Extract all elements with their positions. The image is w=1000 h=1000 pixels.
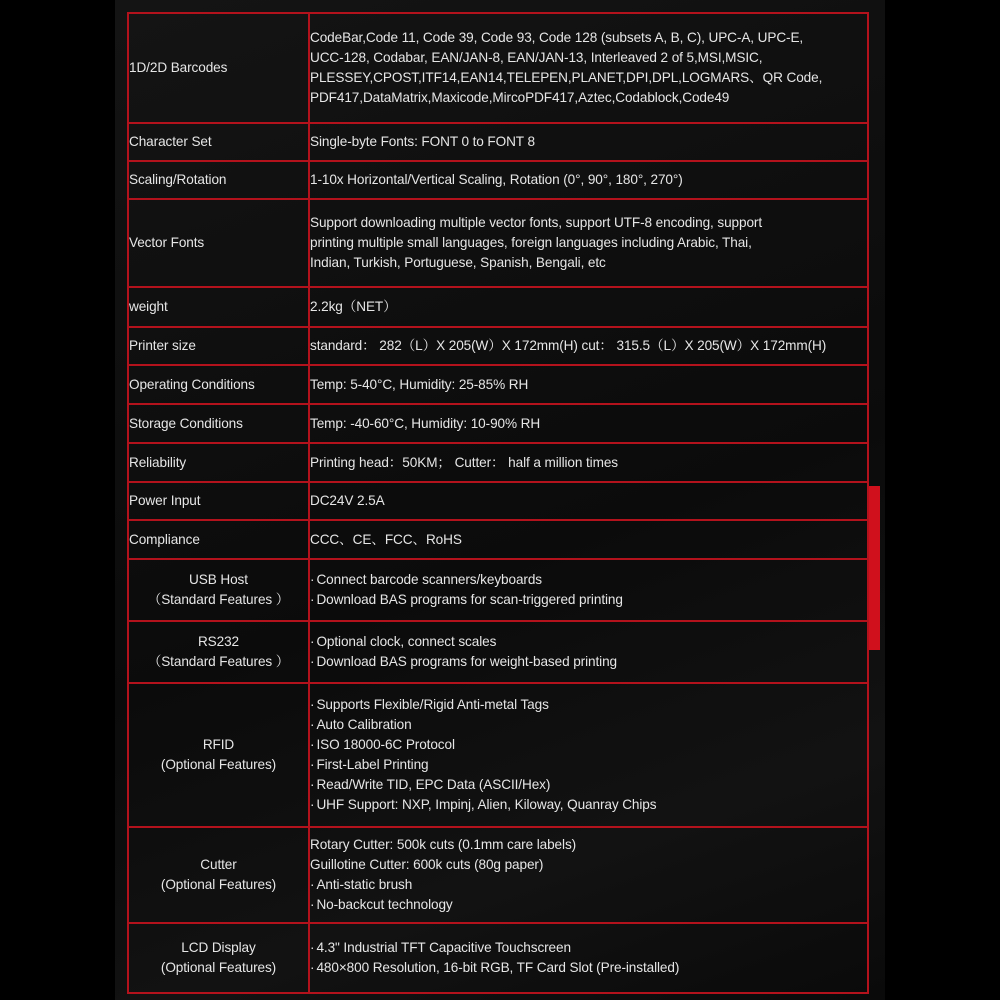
- spec-label-line: （Standard Features ）: [147, 592, 290, 607]
- spec-value-line: PLESSEY,CPOST,ITF14,EAN14,TELEPEN,PLANET,DPI,DPL,LOGMARS、QR Code,: [310, 70, 823, 85]
- spec-bullet-item: · 4.3" Industrial TFT Capacitive Touchscreen: [310, 938, 867, 958]
- spec-value: [309, 827, 868, 923]
- spec-value: [309, 923, 868, 993]
- spec-label: [128, 123, 309, 161]
- spec-label-line: Storage Conditions: [129, 415, 243, 431]
- spec-row: [128, 923, 868, 993]
- spec-bullet-item: · First-Label Printing: [310, 755, 867, 775]
- spec-value-line: DC24V 2.5A: [310, 493, 385, 508]
- spec-value-line: UCC-128, Codabar, EAN/JAN-8, EAN/JAN-13, Interleaved 2 of 5,MSI,MSIC,: [310, 50, 763, 65]
- spec-label: [128, 827, 309, 923]
- spec-label-line: Scaling/Rotation: [129, 172, 227, 187]
- spec-bullet-item: · Auto Calibration: [310, 715, 867, 735]
- spec-label: [128, 287, 309, 327]
- spec-bullet-item: · Download BAS programs for weight-based printing: [310, 652, 867, 672]
- spec-label: [128, 365, 309, 404]
- red-accent-bar: [868, 486, 880, 650]
- spec-row: [128, 443, 868, 482]
- spec-value: [309, 365, 868, 404]
- spec-label: [128, 520, 309, 559]
- spec-label: [128, 327, 309, 365]
- spec-label-line: Printer size: [129, 338, 196, 353]
- spec-label-line: (Optional Features): [160, 960, 277, 975]
- spec-label-line: Reliability: [129, 454, 187, 470]
- spec-row: [128, 683, 868, 827]
- spec-label: [128, 621, 309, 683]
- spec-table: [127, 12, 869, 994]
- spec-value-line: Support downloading multiple vector fonts, support UTF-8 encoding, support: [310, 215, 763, 230]
- spec-label: [128, 199, 309, 287]
- spec-value-line: printing multiple small languages, foreign languages including Arabic, Thai,: [310, 235, 752, 250]
- spec-label-line: 1D/2D Barcodes: [129, 60, 228, 75]
- spec-label-line: weight: [129, 299, 168, 314]
- spec-label-line: Cutter: [200, 857, 237, 872]
- spec-label-line: Character Set: [129, 134, 212, 149]
- spec-label-line: (Optional Features): [160, 877, 277, 892]
- spec-value-line: 1-10x Horizontal/Vertical Scaling, Rotation (0°, 90°, 180°, 270°): [310, 172, 683, 187]
- spec-label-line: LCD Display: [181, 940, 256, 955]
- spec-bullet-item: · Read/Write TID, EPC Data (ASCII/Hex): [310, 775, 867, 795]
- spec-label-line: (Optional Features): [160, 757, 277, 772]
- spec-label: [128, 404, 309, 443]
- spec-value: [309, 404, 868, 443]
- spec-label: [128, 683, 309, 827]
- spec-row: [128, 123, 868, 161]
- spec-row: [128, 199, 868, 287]
- spec-value-line: Temp: 5-40°C, Humidity: 25-85% RH: [310, 376, 529, 392]
- spec-label-line: Power Input: [129, 493, 201, 508]
- spec-bullet-item: · Optional clock, connect scales: [310, 632, 867, 652]
- spec-row: [128, 13, 868, 123]
- spec-bullet-item: · Supports Flexible/Rigid Anti-metal Tags: [310, 695, 867, 715]
- spec-value: [309, 683, 868, 827]
- spec-row: [128, 404, 868, 443]
- spec-label: [128, 559, 309, 621]
- spec-value-line: Printing head：50KM； Cutter： half a million times: [310, 454, 618, 470]
- spec-value-line: Temp: -40-60°C, Humidity: 10-90% RH: [310, 415, 541, 431]
- spec-label-line: Compliance: [129, 531, 200, 547]
- spec-value-line: Single-byte Fonts: FONT 0 to FONT 8: [310, 134, 535, 149]
- spec-value-line: standard： 282（L）X 205(W）X 172mm(H) cut： 315.5（L）X 205(W）X 172mm(H): [310, 338, 827, 353]
- spec-value: [309, 443, 868, 482]
- spec-row: [128, 827, 868, 923]
- spec-row: [128, 327, 868, 365]
- spec-bullet-item: · ISO 18000-6C Protocol: [310, 735, 867, 755]
- spec-bullet-item: · UHF Support: NXP, Impinj, Alien, Kiloway, Quanray Chips: [310, 795, 867, 815]
- spec-label-line: （Standard Features ）: [147, 654, 290, 669]
- spec-value: [309, 327, 868, 365]
- spec-value-line: Rotary Cutter: 500k cuts (0.1mm care labels): [310, 837, 577, 852]
- spec-label: [128, 482, 309, 520]
- spec-label-line: Operating Conditions: [129, 376, 255, 392]
- spec-value-line: Indian, Turkish, Portuguese, Spanish, Bengali, etc: [310, 255, 606, 270]
- spec-label-line: Vector Fonts: [129, 235, 205, 250]
- spec-value: [309, 482, 868, 520]
- spec-row: [128, 365, 868, 404]
- spec-bullet-item: · Anti-static brush: [310, 875, 867, 895]
- spec-value: [309, 13, 868, 123]
- spec-value-line: CodeBar,Code 11, Code 39, Code 93, Code 128 (subsets A, B, C), UPC-A, UPC-E,: [310, 30, 804, 45]
- spec-label-line: USB Host: [189, 572, 248, 587]
- spec-value-line: CCC、CE、FCC、RoHS: [310, 531, 462, 547]
- spec-value: [309, 287, 868, 327]
- spec-value: [309, 520, 868, 559]
- spec-label-line: RFID: [202, 737, 235, 752]
- spec-row: [128, 621, 868, 683]
- spec-value-line: Guillotine Cutter: 600k cuts (80g paper): [310, 857, 544, 872]
- spec-row: [128, 287, 868, 327]
- spec-value: [309, 621, 868, 683]
- spec-value: [309, 199, 868, 287]
- spec-value-line: PDF417,DataMatrix,Maxicode,MircoPDF417,Aztec,Codablock,Code49: [310, 90, 730, 105]
- spec-bullet-item: · 480×800 Resolution, 16-bit RGB, TF Card Slot (Pre-installed): [310, 958, 867, 978]
- spec-row: [128, 559, 868, 621]
- spec-bullet-item: · Connect barcode scanners/keyboards: [310, 570, 867, 590]
- spec-label: [128, 161, 309, 199]
- spec-value-line: 2.2kg（NET）: [310, 299, 397, 314]
- spec-label-line: RS232: [197, 634, 240, 649]
- spec-label: [128, 13, 309, 123]
- spec-bullet-item: · No-backcut technology: [310, 895, 867, 915]
- spec-label: [128, 443, 309, 482]
- spec-row: [128, 482, 868, 520]
- spec-row: [128, 161, 868, 199]
- spec-label: [128, 923, 309, 993]
- spec-bullet-item: · Download BAS programs for scan-triggered printing: [310, 590, 867, 610]
- spec-value: [309, 123, 868, 161]
- spec-row: [128, 520, 868, 559]
- spec-value: [309, 559, 868, 621]
- spec-value: [309, 161, 868, 199]
